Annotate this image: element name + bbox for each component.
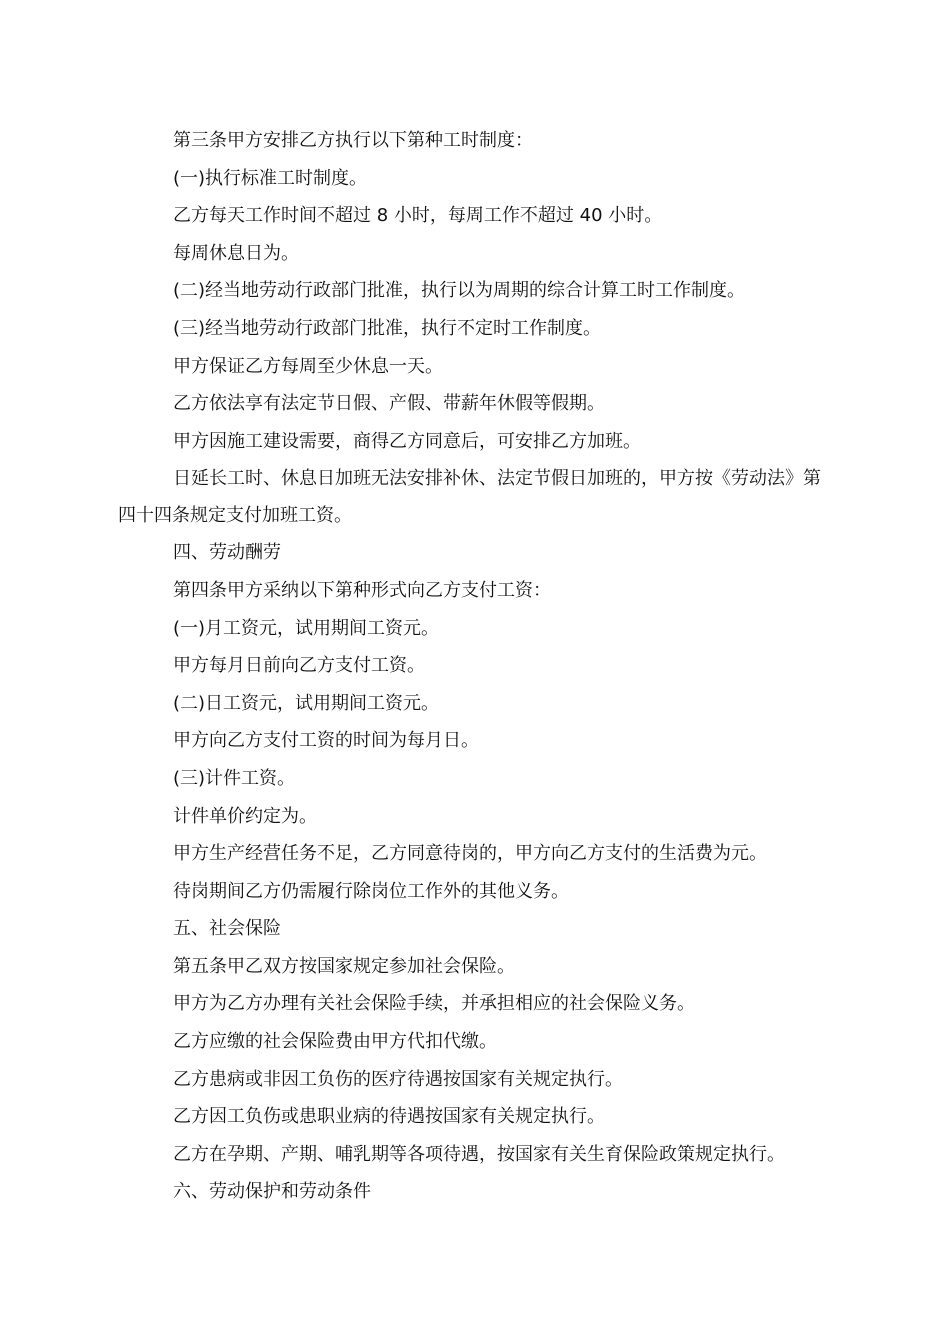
paragraph-holidays: 乙方依法享有法定节日假、产假、带薪年休假等假期。 (173, 393, 605, 415)
paragraph-maternity: 乙方在孕期、产期、哺乳期等各项待遇，按国家有关生育保险政策规定执行。 (173, 1143, 785, 1165)
paragraph-piece-wage: (三)计件工资。 (173, 767, 296, 789)
paragraph-article-5: 第五条甲乙双方按国家规定参加社会保险。 (173, 955, 515, 977)
paragraph-weekly-rest: 甲方保证乙方每周至少休息一天。 (173, 355, 443, 377)
paragraph-rest-day: 每周休息日为。 (173, 242, 299, 264)
paragraph-standard-hours: (一)执行标准工时制度。 (173, 167, 368, 189)
paragraph-insurance-withholding: 乙方应缴的社会保险费由甲方代扣代缴。 (173, 1031, 497, 1053)
section-heading-remuneration: 四、劳动酬劳 (173, 542, 281, 564)
paragraph-standby-pay: 甲方生产经营任务不足，乙方同意待岗的，甲方向乙方支付的生活费为元。 (173, 843, 767, 865)
document-body (118, 122, 838, 1211)
paragraph-monthly-payday: 甲方每月日前向乙方支付工资。 (173, 655, 425, 677)
paragraph-overtime: 甲方因施工建设需要，商得乙方同意后，可安排乙方加班。 (173, 430, 641, 452)
section-heading-social-insurance: 五、社会保险 (173, 918, 281, 940)
section-heading-labor-protection: 六、劳动保护和劳动条件 (173, 1181, 371, 1203)
paragraph-work-injury: 乙方因工负伤或患职业病的待遇按国家有关规定执行。 (173, 1106, 605, 1128)
paragraph-standby-duties: 待岗期间乙方仍需履行除岗位工作外的其他义务。 (173, 880, 569, 902)
paragraph-illness-treatment: 乙方患病或非因工负伤的医疗待遇按国家有关规定执行。 (173, 1068, 623, 1090)
paragraph-article-4: 第四条甲方采纳以下第种形式向乙方支付工资： (173, 579, 551, 601)
paragraph-overtime-pay: 日延长工时、休息日加班无法安排补休、法定节假日加班的，甲方按《劳动法》第四十四条规定支付加班工资。 (118, 468, 821, 527)
paragraph-article-3: 第三条甲方安排乙方执行以下第种工时制度： (173, 130, 533, 151)
paragraph-insurance-procedures: 甲方为乙方办理有关社会保险手续，并承担相应的社会保险义务。 (173, 993, 695, 1015)
paragraph-flexible-hours: (三)经当地劳动行政部门批准，执行不定时工作制度。 (173, 317, 602, 339)
paragraph-daily-hours: 乙方每天工作时间不超过 8 小时，每周工作不超过 40 小时。 (173, 205, 663, 227)
paragraph-comprehensive-hours: (二)经当地劳动行政部门批准，执行以为周期的综合计算工时工作制度。 (173, 280, 746, 302)
paragraph-daily-wage: (二)日工资元，试用期间工资元。 (173, 692, 440, 714)
paragraph-piece-rate: 计件单价约定为。 (173, 805, 317, 827)
paragraph-daily-payday: 甲方向乙方支付工资的时间为每月日。 (173, 730, 479, 752)
paragraph-monthly-wage: (一)月工资元，试用期间工资元。 (173, 617, 440, 639)
